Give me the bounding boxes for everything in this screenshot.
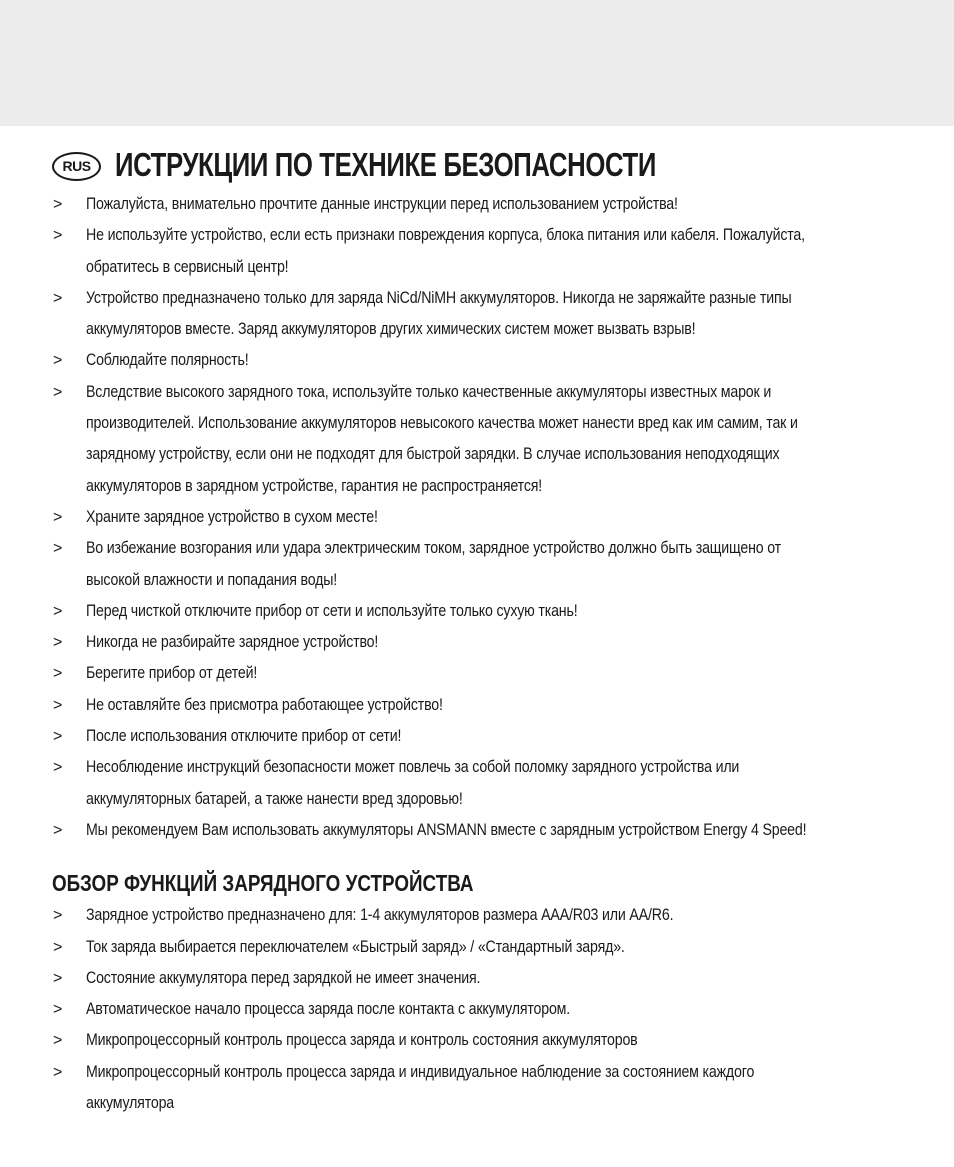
list-item-text: Берегите прибор от детей! [86, 664, 258, 683]
list-item [52, 627, 902, 658]
bullet-arrow: > [53, 289, 63, 307]
bullet-arrow: > [53, 602, 63, 620]
bullet-arrow: > [53, 759, 63, 777]
list-item-text: Состояние аккумулятора перед зарядкой не имеет значения. [86, 968, 481, 987]
list-item [52, 658, 902, 689]
list-item [52, 721, 902, 752]
list-item-text: Храните зарядное устройство в сухом месте! [86, 507, 378, 526]
bullet-arrow: > [53, 665, 63, 683]
list-item-text: Пожалуйста, внимательно прочтите данные инструкции перед использованием устройства! [86, 195, 678, 213]
list-item [52, 963, 902, 994]
bullet-arrow: > [53, 696, 63, 714]
list-item [52, 377, 902, 502]
list-item [52, 1025, 902, 1056]
features-heading [52, 866, 902, 900]
bullet-arrow: > [53, 508, 63, 526]
list-item-text: Соблюдайте полярность! [86, 351, 249, 370]
features-title: ОБЗОР ФУНКЦИЙ ЗАРЯДНОГО УСТРОЙСТВА [52, 869, 474, 896]
list-item-text: Никогда не разбирайте зарядное устройство! [86, 633, 379, 652]
list-item-text: Зарядное устройство предназначено для: 1-4 аккумуляторов размера AAA/R03 или AA/R6. [86, 906, 674, 925]
bullet-arrow: > [53, 728, 63, 746]
bullet-arrow: > [53, 1032, 63, 1050]
bullet-arrow: > [53, 352, 63, 370]
list-item [52, 752, 902, 815]
list-item [52, 932, 902, 963]
safety-instructions-list [52, 189, 902, 846]
list-item [52, 900, 902, 931]
list-item-text: Перед чисткой отключите прибор от сети и используйте только сухую ткань! [86, 601, 578, 620]
list-item-text: Не используйте устройство, если есть признаки повреждения корпуса, блока питания или кабеля. Пожалуйста, обратитесь в сервисный центр! [86, 226, 805, 276]
list-item [52, 533, 902, 596]
bullet-arrow: > [53, 821, 63, 839]
list-item-text: Несоблюдение инструкций безопасности может повлечь за собой поломку зарядного устройства или аккумуляторных батарей, а также нанести вред здоровью! [86, 758, 740, 808]
document-body [52, 143, 902, 1119]
list-item-text: Автоматическое начало процесса заряда после контакта с аккумулятором. [86, 1000, 571, 1019]
list-item [52, 994, 902, 1025]
safety-heading [52, 143, 902, 187]
list-item-text: Микропроцессорный контроль процесса заряда и контроль состояния аккумуляторов [86, 1031, 638, 1050]
list-item-text: Микропроцессорный контроль процесса заряда и индивидуальное наблюдение за состоянием каждого аккумулятора [86, 1062, 755, 1113]
bullet-arrow: > [53, 1001, 63, 1019]
bullet-arrow: > [53, 634, 63, 652]
bullet-arrow: > [53, 383, 63, 401]
list-item [52, 345, 902, 376]
list-item-text: Вследствие высокого зарядного тока, используйте только качественные аккумуляторы известных марок и производителей. Использование аккумуляторов невысокого качества может нанести вред как им самим, так и зарядному устройству, если они не подходят для быстрой зарядки. В случае использования неподходящих аккумуляторов в зарядном устройстве, гарантия не распространяется! [86, 382, 798, 495]
list-item-text: Не оставляйте без присмотра работающее устройство! [86, 695, 443, 714]
bullet-arrow: > [53, 938, 63, 956]
list-item [52, 189, 902, 220]
list-item [52, 596, 902, 627]
list-item [52, 283, 902, 346]
list-item [52, 815, 902, 846]
bullet-arrow: > [53, 969, 63, 987]
bullet-arrow: > [53, 227, 63, 245]
bullet-arrow: > [53, 540, 63, 558]
list-item-text: После использования отключите прибор от сети! [86, 727, 402, 746]
list-item [52, 502, 902, 533]
bullet-arrow: > [53, 907, 63, 925]
features-list [52, 900, 902, 1119]
language-badge: RUS [52, 152, 101, 181]
bullet-arrow: > [53, 1063, 63, 1081]
safety-title: ИСТРУКЦИИ ПО ТЕХНИКЕ БЕЗОПАСНОСТИ [115, 146, 656, 183]
list-item-text: Во избежание возгорания или удара электрическим током, зарядное устройство должно быть защищено от высокой влажности и попадания воды! [86, 539, 782, 589]
list-item [52, 690, 902, 721]
top-gray-band [0, 0, 954, 126]
list-item-text: Ток заряда выбирается переключателем «Быстрый заряд» / «Стандартный заряд». [86, 937, 625, 956]
list-item-text: Устройство предназначено только для заряда NiCd/NiMH аккумуляторов. Никогда не заряжайте разные типы аккумуляторов вместе. Заряд аккумуляторов других химических систем может вызвать взрыв! [86, 288, 792, 339]
list-item [52, 1057, 902, 1120]
bullet-arrow: > [53, 196, 63, 213]
list-item [52, 220, 902, 283]
list-item-text: Мы рекомендуем Вам использовать аккумуляторы ANSMANN вместе с зарядным устройством Energy 4 Speed! [86, 820, 807, 839]
